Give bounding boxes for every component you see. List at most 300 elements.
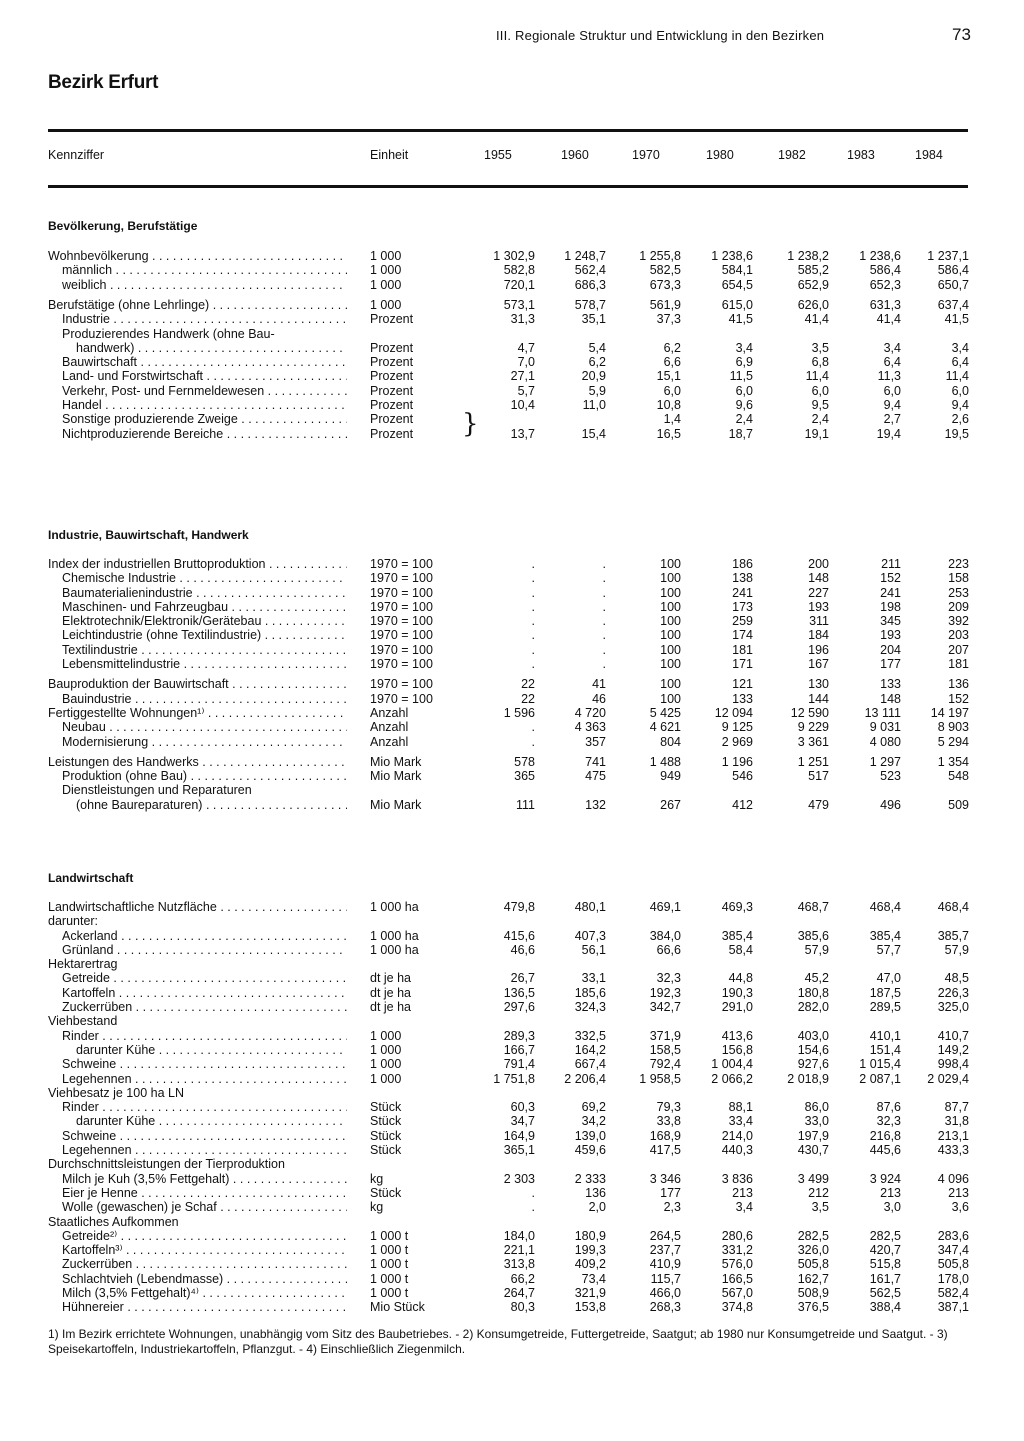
row-label: Land- und Forstwirtschaft . . . [62, 369, 347, 383]
cell-1960: 20,9 [581, 369, 606, 383]
cell-1983: 41,4 [876, 312, 901, 326]
cell-1982: 9 229 [797, 720, 829, 734]
cell-1980: 213 [732, 1186, 753, 1200]
cell-1960: 562,4 [574, 263, 606, 277]
cell-1970: 15,1 [656, 369, 681, 383]
table-row [0, 398, 1024, 412]
cell-1955: 573,1 [503, 298, 535, 312]
cell-1960: 164,2 [574, 1043, 606, 1057]
row-label: Kartoffeln³⁾ . . . [62, 1243, 347, 1257]
row-label: Legehennen . . . [62, 1072, 347, 1086]
row-unit: 1 000 [370, 263, 402, 277]
cell-1960: 2 333 [574, 1172, 606, 1186]
cell-1955: 578 [514, 755, 535, 769]
col-header-1984: 1984 [915, 148, 943, 162]
row-unit: Mio Mark [370, 769, 422, 783]
table-row [0, 1200, 1024, 1214]
col-header-1980: 1980 [706, 148, 734, 162]
row-unit: 1 000 [370, 1072, 402, 1086]
cell-1983: 515,8 [869, 1257, 901, 1271]
cell-1960: 480,1 [574, 900, 606, 914]
cell-1955: 60,3 [510, 1100, 535, 1114]
table-row [0, 643, 1024, 657]
table-row [0, 986, 1024, 1000]
cell-1982: 167 [808, 657, 829, 671]
cell-1984: 213,1 [937, 1129, 969, 1143]
cell-1960: 332,5 [574, 1029, 606, 1043]
cell-1983: 57,7 [876, 943, 901, 957]
cell-1960: 1 248,7 [564, 249, 606, 263]
footnotes: 1) Im Bezirk errichtete Wohnungen, unabhängig vom Sitz des Baubetriebes. - 2) Konsumgetreide, Futtergetreide, Saatgut; ab 1980 nur Konsumgetreide und Saatgut. - 3) Speisekartoffeln, Industriekartoffeln, Pflanzgut. - 4) Einschließlich Ziegenmilch. [48, 1327, 948, 1356]
row-label: darunter Kühe . . . [76, 1043, 347, 1057]
cell-1955: 22 [521, 692, 535, 706]
cell-1982: 517 [808, 769, 829, 783]
cell-1982: 1 251 [797, 755, 829, 769]
cell-1984: 31,8 [944, 1114, 969, 1128]
cell-1960: . [602, 600, 606, 614]
cell-1980: 469,3 [721, 900, 753, 914]
cell-1984: 1 237,1 [927, 249, 969, 263]
cell-1982: 196 [808, 643, 829, 657]
cell-1982: 468,7 [797, 900, 829, 914]
cell-1955: 365,1 [503, 1143, 535, 1157]
cell-1980: 138 [732, 571, 753, 585]
table-row [0, 692, 1024, 706]
cell-1984: 1 354 [937, 755, 969, 769]
cell-1984: 136 [948, 677, 969, 691]
table-row [0, 1229, 1024, 1243]
cell-1980: 1 196 [721, 755, 753, 769]
cell-1980: 166,5 [721, 1272, 753, 1286]
cell-1983: 177 [880, 657, 901, 671]
row-label: Schlachtvieh (Lebendmasse) . . . [62, 1272, 347, 1286]
cell-1955: 34,7 [510, 1114, 535, 1128]
cell-1955: 13,7 [510, 427, 535, 441]
table-row [0, 312, 1024, 326]
cell-1955: . [531, 735, 535, 749]
table-row [0, 249, 1024, 263]
row-unit: 1970 = 100 [370, 571, 433, 585]
cell-1982: 57,9 [804, 943, 829, 957]
cell-1983: 1 297 [869, 755, 901, 769]
cell-1960: . [602, 657, 606, 671]
cell-1983: 3 924 [869, 1172, 901, 1186]
cell-1970: 66,6 [656, 943, 681, 957]
table-row [0, 341, 1024, 355]
row-label: Viehbestand [48, 1014, 118, 1028]
cell-1970: 10,8 [656, 398, 681, 412]
cell-1982: 282,0 [797, 1000, 829, 1014]
cell-1982: 505,8 [797, 1257, 829, 1271]
cell-1982: 626,0 [797, 298, 829, 312]
row-label: Staatliches Aufkommen [48, 1215, 179, 1229]
cell-1982: 585,2 [797, 263, 829, 277]
cell-1960: 324,3 [574, 1000, 606, 1014]
row-label: Dienstleistungen und Reparaturen [62, 783, 252, 797]
cell-1982: 154,6 [797, 1043, 829, 1057]
row-unit: 1970 = 100 [370, 692, 433, 706]
cell-1982: 385,6 [797, 929, 829, 943]
table-row [0, 1172, 1024, 1186]
row-unit: Prozent [370, 369, 414, 383]
row-label: Lebensmittelindustrie . . . [62, 657, 347, 671]
cell-1982: 197,9 [797, 1129, 829, 1143]
cell-1984: 223 [948, 557, 969, 571]
cell-1955: . [531, 1200, 535, 1214]
table-row [0, 706, 1024, 720]
cell-1980: 18,7 [728, 427, 753, 441]
cell-1955: . [531, 557, 535, 571]
row-label: Bauproduktion der Bauwirtschaft . . . [48, 677, 347, 691]
cell-1980: 121 [732, 677, 753, 691]
row-label: weiblich . . . [62, 278, 347, 292]
row-label: Nichtproduzierende Bereiche . . . [62, 427, 347, 441]
row-unit: Mio Stück [370, 1300, 425, 1314]
cell-1970: 1,4 [663, 412, 681, 426]
cell-1960: 4 363 [574, 720, 606, 734]
row-label: Eier je Henne . . . [62, 1186, 347, 1200]
row-label: Wolle (gewaschen) je Schaf . . . [62, 1200, 347, 1214]
cell-1955: 164,9 [503, 1129, 535, 1143]
row-unit: 1970 = 100 [370, 614, 433, 628]
row-unit: 1 000 t [370, 1243, 409, 1257]
cell-1982: 3,5 [811, 341, 829, 355]
row-unit: 1 000 t [370, 1229, 409, 1243]
table-row [0, 1014, 1024, 1028]
cell-1982: 430,7 [797, 1143, 829, 1157]
cell-1980: 173 [732, 600, 753, 614]
table-row [0, 1072, 1024, 1086]
row-label: Produzierendes Handwerk (ohne Bau- [62, 327, 275, 341]
cell-1955: 26,7 [510, 971, 535, 985]
cell-1960: 409,2 [574, 1257, 606, 1271]
cell-1984: 410,7 [937, 1029, 969, 1043]
row-unit: kg [370, 1200, 384, 1214]
cell-1970: 100 [660, 657, 681, 671]
cell-1983: 152 [880, 571, 901, 585]
row-label: Rinder . . . [62, 1029, 347, 1043]
row-label: Leistungen des Handwerks . . . [48, 755, 347, 769]
row-label: Bauindustrie . . . [62, 692, 347, 706]
table-row [0, 1143, 1024, 1157]
cell-1983: 9,4 [883, 398, 901, 412]
cell-1983: 1 238,6 [859, 249, 901, 263]
col-header-1955: 1955 [484, 148, 512, 162]
cell-1982: 1 238,2 [787, 249, 829, 263]
cell-1960: 407,3 [574, 929, 606, 943]
cell-1960: 357 [585, 735, 606, 749]
cell-1982: 3,5 [811, 1200, 829, 1214]
cell-1983: 586,4 [869, 263, 901, 277]
row-label: Sonstige produzierende Zweige . . . [62, 412, 347, 426]
row-unit: dt je ha [370, 971, 412, 985]
table-row [0, 929, 1024, 943]
row-unit: kg [370, 1172, 384, 1186]
row-unit: Prozent [370, 312, 414, 326]
cell-1955: 1 596 [503, 706, 535, 720]
cell-1955: 297,6 [503, 1000, 535, 1014]
cell-1984: 152 [948, 692, 969, 706]
cell-1970: 6,2 [663, 341, 681, 355]
cell-1982: 19,1 [804, 427, 829, 441]
cell-1980: 12 094 [714, 706, 753, 720]
row-unit: 1970 = 100 [370, 628, 433, 642]
page-number: 73 [952, 25, 971, 44]
cell-1983: 3,0 [883, 1200, 901, 1214]
table-row [0, 1272, 1024, 1286]
cell-1984: 6,0 [951, 384, 969, 398]
cell-1984: 48,5 [944, 971, 969, 985]
cell-1955: 111 [515, 798, 535, 812]
cell-1970: 100 [660, 677, 681, 691]
cell-1980: 11,5 [729, 369, 753, 383]
cell-1982: 200 [808, 557, 829, 571]
col-header-kennziffer: Kennziffer [48, 148, 105, 162]
cell-1960: 46 [592, 692, 606, 706]
cell-1960: . [602, 586, 606, 600]
cell-1984: 650,7 [937, 278, 969, 292]
table-row [0, 571, 1024, 585]
table-row [0, 1157, 1024, 1171]
row-unit: 1 000 [370, 1043, 402, 1057]
cell-1955: . [531, 571, 535, 585]
row-unit: Stück [370, 1100, 402, 1114]
row-unit: 1970 = 100 [370, 677, 433, 691]
cell-1970: 792,4 [649, 1057, 681, 1071]
table-row [0, 355, 1024, 369]
cell-1982: 3 499 [797, 1172, 829, 1186]
cell-1982: 927,6 [797, 1057, 829, 1071]
cell-1984: 8 903 [937, 720, 969, 734]
cell-1970: 384,0 [649, 929, 681, 943]
row-unit: 1 000 t [370, 1257, 409, 1271]
cell-1970: 237,7 [649, 1243, 681, 1257]
row-label: Hektarertrag [48, 957, 118, 971]
cell-1984: 6,4 [951, 355, 969, 369]
cell-1960: 578,7 [574, 298, 606, 312]
cell-1960: 667,4 [574, 1057, 606, 1071]
row-label: darunter Kühe . . . [76, 1114, 347, 1128]
cell-1980: 374,8 [721, 1300, 753, 1314]
row-unit: Stück [370, 1129, 402, 1143]
cell-1970: 582,5 [649, 263, 681, 277]
table-row [0, 735, 1024, 749]
cell-1982: 130 [808, 677, 829, 691]
cell-1984: 998,4 [937, 1057, 969, 1071]
row-unit: Anzahl [370, 720, 409, 734]
col-header-1970: 1970 [632, 148, 660, 162]
cell-1982: 212 [808, 1186, 829, 1200]
cell-1982: 193 [808, 600, 829, 614]
cell-1980: 2 066,2 [711, 1072, 753, 1086]
cell-1983: 32,3 [876, 1114, 901, 1128]
cell-1982: 652,9 [797, 278, 829, 292]
cell-1970: 371,9 [649, 1029, 681, 1043]
row-unit: 1 000 ha [370, 900, 419, 914]
row-label: Modernisierung . . . [62, 735, 347, 749]
cell-1980: 2 969 [721, 735, 753, 749]
cell-1983: 13 111 [864, 706, 901, 720]
cell-1984: 5 294 [937, 735, 969, 749]
cell-1970: 100 [660, 557, 681, 571]
cell-1984: 207 [948, 643, 969, 657]
cell-1960: 34,2 [581, 1114, 606, 1128]
row-label: Schweine . . . [62, 1057, 347, 1071]
cell-1984: 392 [948, 614, 969, 628]
row-unit: 1 000 ha [370, 943, 419, 957]
row-unit: 1 000 [370, 249, 402, 263]
cell-1980: 241 [732, 586, 753, 600]
cell-1970: 1 255,8 [639, 249, 681, 263]
cell-1984: 4 096 [937, 1172, 969, 1186]
row-unit: Mio Mark [370, 798, 422, 812]
cell-1982: 6,0 [811, 384, 829, 398]
cell-1982: 9,5 [811, 398, 829, 412]
cell-1984: 181 [948, 657, 969, 671]
row-unit: Prozent [370, 355, 414, 369]
cell-1980: 280,6 [721, 1229, 753, 1243]
cell-1982: 479 [808, 798, 829, 812]
cell-1970: 466,0 [649, 1286, 681, 1300]
cell-1955: 184,0 [503, 1229, 535, 1243]
cell-1960: 459,6 [574, 1143, 606, 1157]
cell-1984: 347,4 [937, 1243, 969, 1257]
cell-1955: 1 302,9 [493, 249, 535, 263]
cell-1980: 190,3 [721, 986, 753, 1000]
cell-1970: 158,5 [649, 1043, 681, 1057]
cell-1980: 440,3 [721, 1143, 753, 1157]
cell-1980: 186 [732, 557, 753, 571]
row-unit: Anzahl [370, 735, 409, 749]
cell-1970: 264,5 [649, 1229, 681, 1243]
row-label: Leichtindustrie (ohne Textilindustrie) . . . [62, 628, 347, 642]
cell-1970: 1 488 [649, 755, 681, 769]
table-row [0, 677, 1024, 691]
row-label: Legehennen . . . [62, 1143, 347, 1157]
cell-1983: 2 087,1 [859, 1072, 901, 1086]
cell-1970: 3 346 [649, 1172, 681, 1186]
cell-1983: 468,4 [869, 900, 901, 914]
row-unit: 1 000 [370, 1057, 402, 1071]
cell-1982: 41,4 [804, 312, 829, 326]
cell-1970: 268,3 [649, 1300, 681, 1314]
row-unit: 1970 = 100 [370, 586, 433, 600]
cell-1960: 35,1 [581, 312, 606, 326]
cell-1960: 5,9 [588, 384, 606, 398]
cell-1980: 576,0 [721, 1257, 753, 1271]
table-row [0, 278, 1024, 292]
cell-1983: 410,1 [869, 1029, 901, 1043]
cell-1970: 1 958,5 [639, 1072, 681, 1086]
row-unit: 1 000 [370, 278, 402, 292]
cell-1980: 385,4 [721, 929, 753, 943]
cell-1960: 73,4 [581, 1272, 606, 1286]
cell-1970: 100 [660, 614, 681, 628]
table-row [0, 384, 1024, 398]
table-row [0, 557, 1024, 571]
cell-1960: 136 [585, 1186, 606, 1200]
cell-1960: 153,8 [574, 1300, 606, 1314]
cell-1960: 15,4 [581, 427, 606, 441]
cell-1982: 162,7 [797, 1272, 829, 1286]
cell-1983: 11,3 [877, 369, 901, 383]
cell-1982: 148 [808, 571, 829, 585]
cell-1970: 4 621 [649, 720, 681, 734]
table-row [0, 1029, 1024, 1043]
row-unit: Mio Mark [370, 755, 422, 769]
row-label: Getreide . . . [62, 971, 347, 985]
cell-1960: 139,0 [574, 1129, 606, 1143]
row-unit: 1 000 [370, 1029, 402, 1043]
cell-1982: 12 590 [790, 706, 829, 720]
table-row [0, 914, 1024, 928]
row-label: Milch je Kuh (3,5% Fettgehalt) . . . [62, 1172, 347, 1186]
cell-1983: 47,0 [876, 971, 901, 985]
col-header-1982: 1982 [778, 148, 806, 162]
row-label: Wohnbevölkerung . . . [48, 249, 347, 263]
cell-1982: 86,0 [804, 1100, 829, 1114]
cell-1980: 1 004,4 [711, 1057, 753, 1071]
cell-1984: 509 [948, 798, 969, 812]
cell-1970: 192,3 [649, 986, 681, 1000]
cell-1983: 148 [880, 692, 901, 706]
row-unit: Stück [370, 1143, 402, 1157]
row-unit: 1970 = 100 [370, 643, 433, 657]
cell-1984: 433,3 [937, 1143, 969, 1157]
table-row [0, 798, 1024, 812]
cell-1983: 1 015,4 [859, 1057, 901, 1071]
cell-1960: 4 720 [574, 706, 606, 720]
row-label: Neubau . . . [62, 720, 347, 734]
cell-1983: 3,4 [883, 341, 901, 355]
cell-1955: 10,4 [510, 398, 535, 412]
row-label: Chemische Industrie . . . [62, 571, 347, 585]
row-unit: 1 000 ha [370, 929, 419, 943]
cell-1983: 2,7 [883, 412, 901, 426]
cell-1970: 673,3 [649, 278, 681, 292]
table-row [0, 600, 1024, 614]
row-unit: 1970 = 100 [370, 557, 433, 571]
cell-1970: 37,3 [656, 312, 681, 326]
row-label: Zuckerrüben . . . [62, 1257, 347, 1271]
cell-1955: 479,8 [503, 900, 535, 914]
cell-1980: 33,4 [728, 1114, 753, 1128]
row-label: Elektrotechnik/Elektronik/Gerätebau . . . [62, 614, 347, 628]
cell-1955: 264,7 [503, 1286, 535, 1300]
cell-1970: 342,7 [649, 1000, 681, 1014]
cell-1980: 44,8 [728, 971, 753, 985]
cell-1955: 289,3 [503, 1029, 535, 1043]
table-row [0, 427, 1024, 441]
row-label: Industrie . . . [62, 312, 347, 326]
cell-1970: 100 [660, 600, 681, 614]
cell-1983: 193 [880, 628, 901, 642]
cell-1984: 253 [948, 586, 969, 600]
row-label: Grünland . . . [62, 943, 347, 957]
row-label: Rinder . . . [62, 1100, 347, 1114]
cell-1955: 720,1 [503, 278, 535, 292]
cell-1980: 567,0 [721, 1286, 753, 1300]
cell-1955: 136,5 [503, 986, 535, 1000]
cell-1983: 187,5 [869, 986, 901, 1000]
table-row [0, 369, 1024, 383]
cell-1980: 156,8 [721, 1043, 753, 1057]
cell-1960: 6,2 [588, 355, 606, 369]
cell-1970: 6,0 [663, 384, 681, 398]
cell-1980: 133 [732, 692, 753, 706]
cell-1982: 3 361 [797, 735, 829, 749]
cell-1955: 2 303 [503, 1172, 535, 1186]
